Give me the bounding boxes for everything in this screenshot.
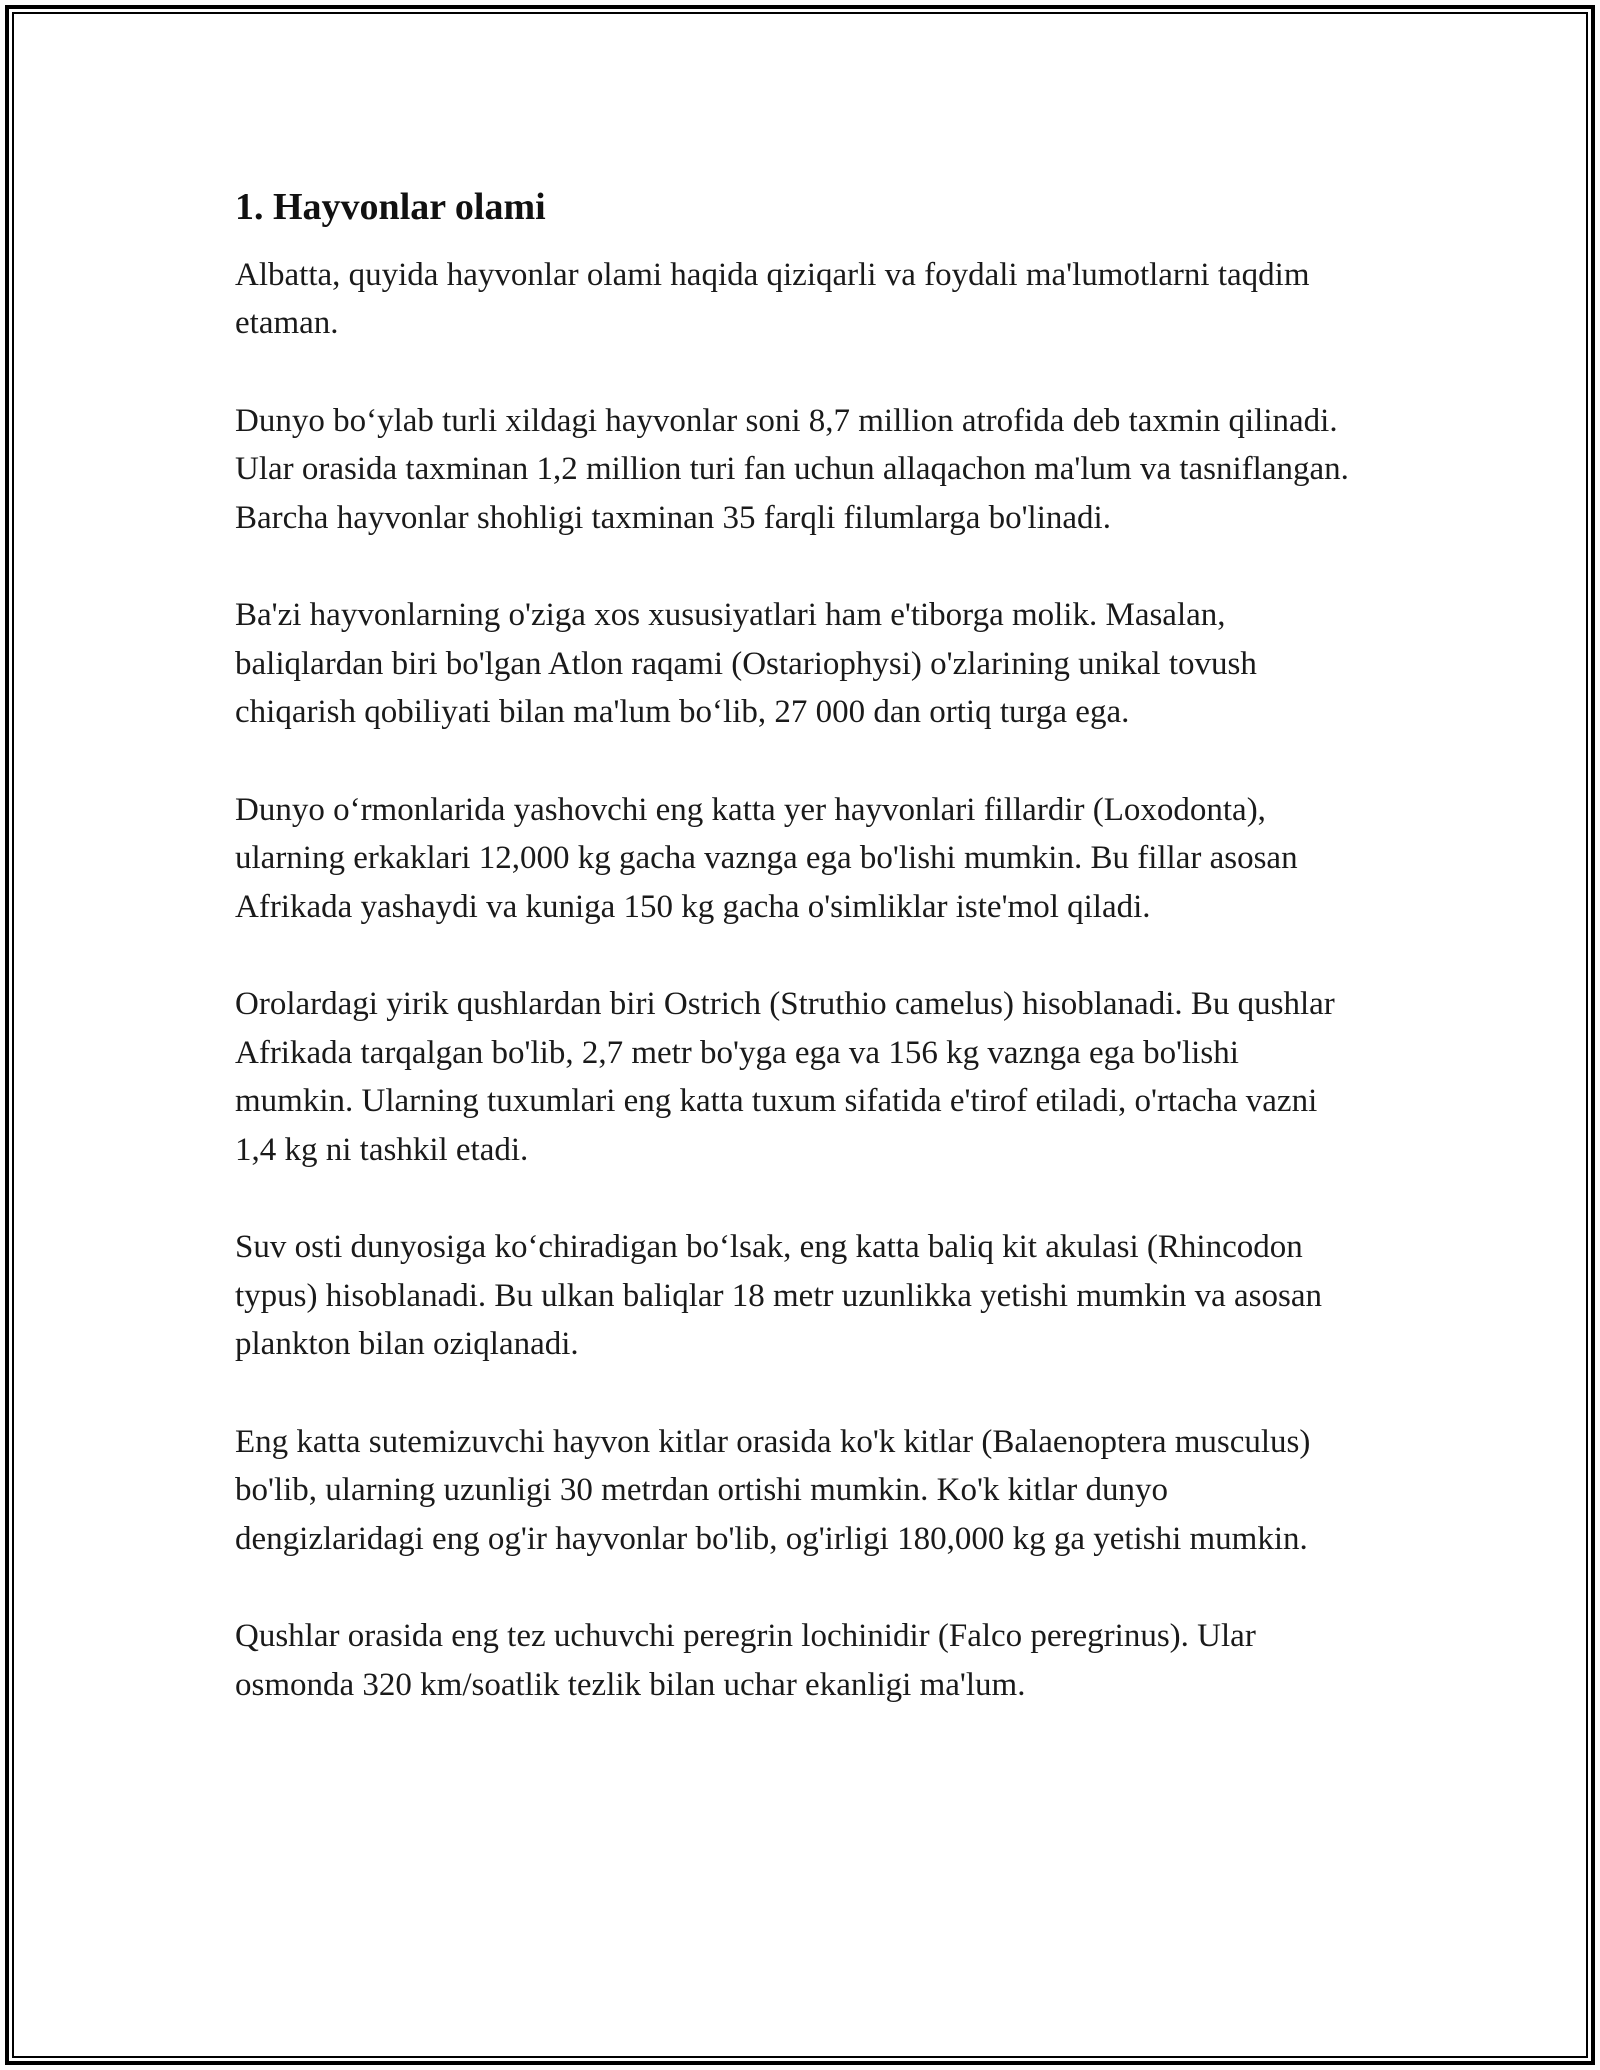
paragraph-intro: Albatta, quyida hayvonlar olami haqida qiziqarli va foydali ma'lumotlarni taqdim etaman. [235,256,1310,342]
paragraph-elephants: Dunyo o‘rmonlarida yashovchi eng katta yer hayvonlari fillardir (Loxodonta), ularning erkaklari 12,000 kg gacha vaznga ega bo'lishi mumkin. Bu fillar asosan Afrikada yashaydi va kuniga 150 kg gacha o'simliklar iste'mol qiladi. [235,791,1298,925]
paragraph-blue-whale: Eng katta sutemizuvchi hayvon kitlar orasida ko'k kitlar (Balaenoptera musculus) bo'lib, ularning uzunligi 30 metrdan ortishi mumkin. Ko'k kitlar dunyo dengizlaridagi eng og'ir hayvonlar bo'lib, og'irligi 180,000 kg ga yetishi mumkin. [235,1423,1311,1557]
section-title: 1. Hayvonlar olami [235,186,546,228]
paragraph-unique-features: Ba'zi hayvonlarning o'ziga xos xususiyatlari ham e'tiborga molik. Masalan, baliqlardan biri bo'lgan Atlon raqami (Ostariophysi) o'zlarining unikal tovush chiqarish qobiliyati bilan ma'lum bo‘lib, 27 000 dan ortiq turga ega. [235,597,1257,731]
paragraph-ostrich: Orolardagi yirik qushlardan biri Ostrich (Struthio camelus) hisoblanadi. Bu qushlar Afrikada tarqalgan bo'lib, 2,7 metr bo'yga ega va 156 kg vaznga ega bo'lishi mumkin. Ularning tuxumlari eng katta tuxum sifatida e'tirof etiladi, o'rtacha vazni 1,4 kg ni tashkil etadi. [235,986,1335,1168]
paragraph-peregrine-falcon: Qushlar orasida eng tez uchuvchi peregrin lochinidir (Falco peregrinus). Ular osmonda 320 km/soatlik tezlik bilan uchar ekanligi ma'lum. [235,1618,1256,1703]
document-body [235,185,1365,1758]
paragraph-species-count: Dunyo bo‘ylab turli xildagi hayvonlar soni 8,7 million atrofida deb taxmin qilinadi. Ular orasida taxminan 1,2 million turi fan uchun allaqachon ma'lum va tasniflangan. Barcha hayvonlar shohligi taxminan 35 farqli filumlarga bo'linadi. [235,402,1349,536]
paragraph-whale-shark: Suv osti dunyosiga ko‘chiradigan bo‘lsak, eng katta baliq kit akulasi (Rhincodon typus) hisoblanadi. Bu ulkan baliqlar 18 metr uzunlikka yetishi mumkin va asosan plankton bilan oziqlanadi. [235,1229,1322,1363]
